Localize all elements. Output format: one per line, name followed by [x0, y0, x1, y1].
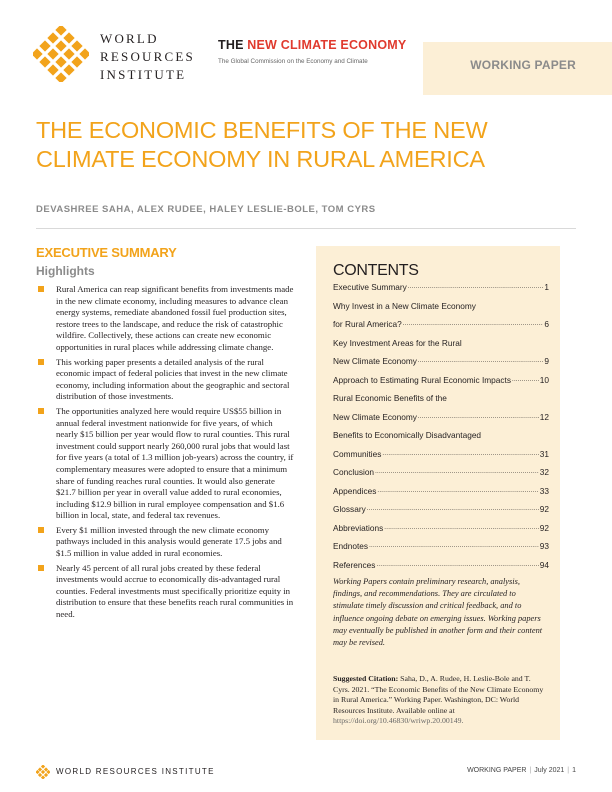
toc-entry[interactable]: New Climate Economy ..... 9: [333, 356, 549, 367]
toc-entry[interactable]: Why Invest in a New Climate Economy: [333, 300, 476, 311]
nce-subtitle: The Global Commission on the Economy and Climate: [218, 58, 368, 65]
list-item: Rural America can reap significant benefits from investments made in the new climate economy, including measures to advance clean energy systems, remediate abandoned fossil fuel production sites, restore trees to the landscape, and reduce the risk of catastrophic wildfire. Collectively, these actions can create new economic opportunities in rural places while addressing climate change.: [36, 284, 296, 354]
toc-entry[interactable]: Approach to Estimating Rural Economic Impacts ..... 10: [333, 375, 549, 386]
footer-meta: WORKING PAPER | July 2021 | 1: [467, 767, 576, 774]
toc-entry[interactable]: References ..... 94: [333, 560, 549, 571]
section-heading: EXECUTIVE SUMMARY: [36, 245, 177, 260]
toc-entry[interactable]: Endnotes ..... 93: [333, 541, 549, 552]
authors: DEVASHREE SAHA, ALEX RUDEE, HALEY LESLIE-BOLE, TOM CYRS: [36, 204, 376, 215]
toc-entry[interactable]: Abbreviations ..... 92: [333, 523, 549, 534]
list-item: Nearly 45 percent of all rural jobs created by these federal investments would accrue to economically dis-advantaged rural counties. Federal investments must specifically prioritize equity in distribution to ensure that these benefits reach rural communities in need.: [36, 563, 296, 621]
bullet-icon: [38, 527, 44, 533]
divider: [36, 228, 576, 229]
bullet-icon: [38, 565, 44, 571]
org-name: WORLD RESOURCES INSTITUTE: [100, 31, 195, 82]
toc-entry[interactable]: Key Investment Areas for the Rural: [333, 337, 462, 348]
page-number: 1: [572, 767, 576, 774]
wri-logo-icon: [33, 26, 89, 82]
working-paper-note: Working Papers contain preliminary research, analysis, findings, and recommendations. They are circulated to stimulate timely discussion and critical feedback, and to influence ongoing debate on emerging issues. Working papers may eventually be published in another form and their content may be revised.: [333, 577, 543, 648]
subheading: Highlights: [36, 264, 95, 278]
list-item: The opportunities analyzed here would require US$55 billion in annual federal investment nationwide for five years, of which nearly $15 billion per year would flow to rural counties. This rural investment could support nearly 260,000 rural jobs that would last for five years (a total of 1.3 million job-years) across the country, if complementary measures were adopted to ensure that a minimum share of funding reaches rural counties. It would also generate $21.7 billion per year in overall value added to rural economies, including $12.9 billion in rural employee compensation and $1.6 billion in local, state, and federal tax revenues.: [36, 406, 296, 522]
table-of-contents: [333, 282, 549, 578]
nce-logo-text: THE NEW CLIMATE ECONOMY: [218, 38, 407, 52]
footer-org: WORLD RESOURCES INSTITUTE: [56, 767, 215, 776]
page-title: THE ECONOMIC BENEFITS OF THE NEW CLIMATE ECONOMY IN RURAL AMERICA: [36, 117, 488, 172]
toc-entry[interactable]: Glossary ..... 92: [333, 504, 549, 515]
toc-entry[interactable]: for Rural America? ..... 6: [333, 319, 549, 330]
list-item: This working paper presents a detailed analysis of the rural economic impact of federal policies that invest in the new climate economy, including information about the geographic and sectoral distribution of those investments.: [36, 357, 296, 403]
wri-logo-small-icon: [36, 765, 50, 779]
doc-type-label: WORKING PAPER: [470, 58, 576, 72]
bullet-icon: [38, 359, 44, 365]
doi-link[interactable]: https://doi.org/10.46830/wriwp.20.00149.: [333, 716, 464, 725]
toc-entry[interactable]: Rural Economic Benefits of the: [333, 393, 447, 403]
toc-entry[interactable]: New Climate Economy ..... 12: [333, 412, 549, 423]
highlights-list: [36, 284, 296, 624]
toc-entry[interactable]: Executive Summary ..... 1: [333, 282, 549, 293]
toc-entry[interactable]: Appendices ..... 33: [333, 486, 549, 497]
toc-entry[interactable]: Benefits to Economically Disadvantaged: [333, 430, 482, 440]
bullet-icon: [38, 286, 44, 292]
toc-entry[interactable]: Communities ..... 31: [333, 449, 549, 460]
suggested-citation: Suggested Citation: Saha, D., A. Rudee, H. Leslie-Bole and T. Cyrs. 2021. “The Economic Benefits of the New Climate Economy in Rural America.” Working Paper. Washington, DC: World Resources Institute. Available online at https://doi.org/10.46830/wriwp.20.00149.: [333, 674, 544, 725]
contents-heading: CONTENTS: [333, 262, 419, 279]
bullet-icon: [38, 408, 44, 414]
list-item: Every $1 million invested through the new climate economy pathways included in this analysis would generate 17.5 jobs and $1.5 million in value added in rural economies.: [36, 525, 296, 560]
toc-entry[interactable]: Conclusion ..... 32: [333, 467, 549, 478]
